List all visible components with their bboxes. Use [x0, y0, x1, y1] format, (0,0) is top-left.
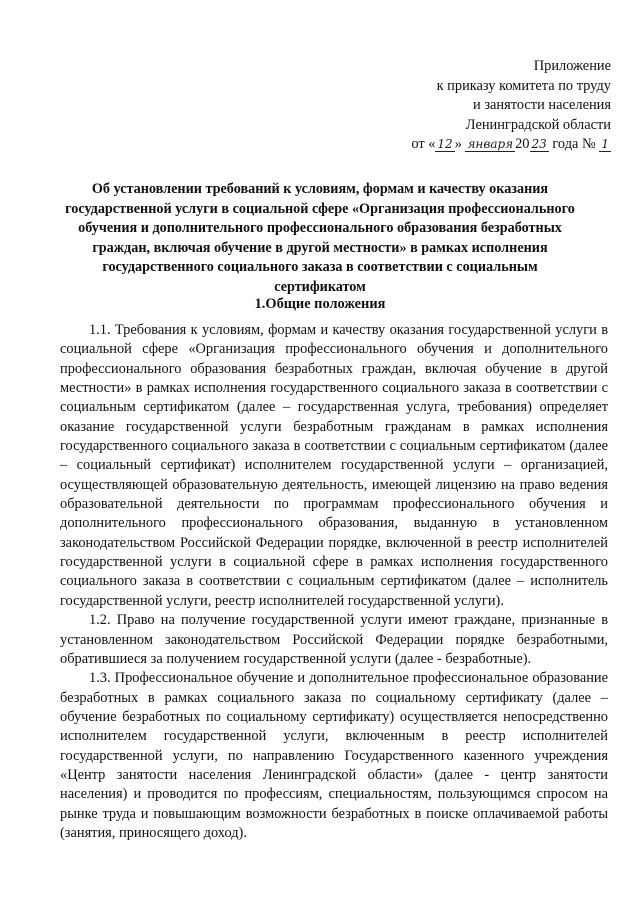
document-title: Об установлении требований к условиям, формам и качеству оказания государственной услуги в социальной сфере «Организация профессионального обучения и дополнительного профессионального образования безработных граждан, включая обучение в другой местности» в рамках исполнения государственного социального заказа в соответствии с социальным сертификатом [65, 181, 575, 295]
appendix-line-2: к приказу комитета по труду [436, 77, 611, 94]
year-start: 20 [515, 136, 530, 153]
paragraph-1-2: 1.2. Право на получение государственной услуги имеют граждане, признанные в установленном законодательством Российской Федерации порядке безработными, обратившиеся за получением государственной услуги (далее - безработные). [60, 612, 608, 667]
order-year-end: 23 [531, 137, 547, 152]
appendix-line-3: и занятости населения [473, 97, 611, 114]
document-body [60, 321, 608, 843]
appendix-line-4: Ленинградской области [465, 116, 611, 133]
date-suffix: года № [548, 136, 596, 153]
paragraph-1-1: 1.1. Требования к условиям, формам и качеству оказания государственной услуги в социальной сфере «Организация профессионального обучения и дополнительного профессионального образования безработных граждан, включая обучение в другой местности» в рамках исполнения государственного социального заказа в соответствии с социальным сертификатом (далее – государственная услуга, требования) определяет оказание государственной услуги безработным гражданам в рамках исполнения государственного социального заказа в соответствии с социальным сертификатом (далее – социальный сертификат) исполнителем государственной услуги – организацией, осуществляющей образовательную деятельность, имеющей лицензию на право ведения образовательной деятельности по программам профессионального обучения и дополнительного профессионального образования, выданную в установленном законодательством Российской Федерации порядке, включенной в реестр исполнителей государственной услуги в социальной сфере в рамках исполнения государственного социального заказа в соответствии с социальным сертификатом (далее – исполнитель государственной услуги, реестр исполнителей государственной услуги). [60, 322, 608, 609]
order-number: 1 [601, 137, 609, 152]
paragraph-1-3: 1.3. Профессиональное обучение и дополнительное профессиональное образование безработных в рамках социального заказа по социальному сертификату (далее – обучение безработных по социальному сертификату) осуществляется непосредственно исполнителем государственной услуги, включенным в реестр исполнителей государственной услуги, по направлению Государственного казенного учреждения «Центр занятости населения Ленинградской области» (далее - центр занятости населения) и проводится по профессиям, специальностям, пользующимся спросом на рынке труда и повышающим возможности безработных в поиске оплачиваемой работы (занятия, приносящего доход). [60, 670, 608, 841]
order-day: 12 [437, 137, 453, 152]
appendix-header [411, 57, 611, 155]
date-prefix: от « [411, 136, 436, 153]
order-month: января [467, 137, 514, 152]
order-date-line [411, 135, 611, 155]
date-mid: » [454, 136, 466, 153]
section-heading: 1.Общие положения [254, 296, 386, 312]
appendix-line-1: Приложение [533, 58, 611, 74]
